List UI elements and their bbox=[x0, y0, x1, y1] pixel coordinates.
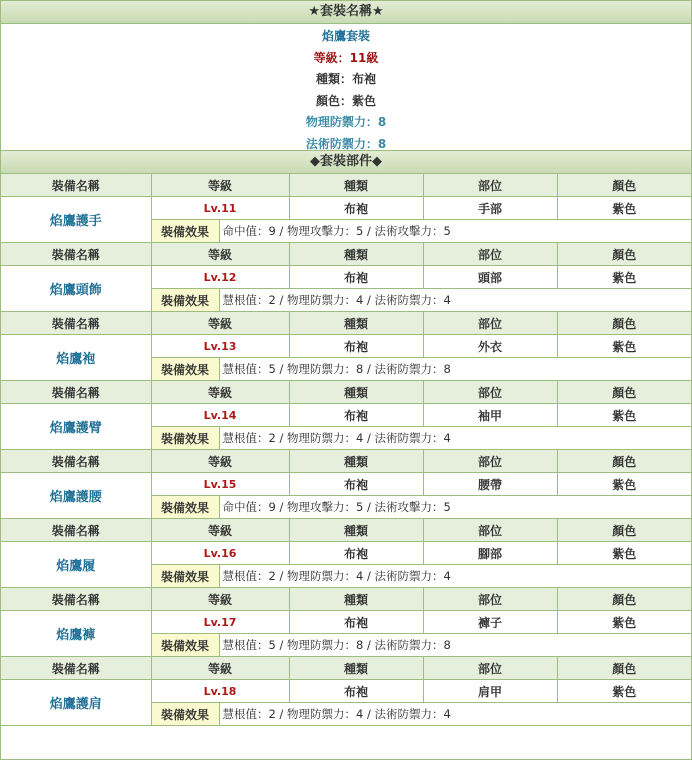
col-header-name: 裝備名稱 bbox=[1, 381, 151, 404]
effect-label: 裝備效果 bbox=[151, 358, 219, 381]
item-level: Lv.17 bbox=[151, 611, 289, 634]
effect-label: 裝備效果 bbox=[151, 565, 219, 588]
item-color: 紫色 bbox=[557, 197, 691, 220]
col-header-name: 裝備名稱 bbox=[1, 312, 151, 335]
col-header-slot: 部位 bbox=[423, 588, 557, 611]
item-effect: 慧根值：5 / 物理防禦力：8 / 法術防禦力：8 bbox=[219, 634, 691, 657]
item-row bbox=[1, 404, 691, 427]
item-type: 布袍 bbox=[289, 197, 423, 220]
item-name: 焰鷹袍 bbox=[1, 335, 151, 381]
col-header-slot: 部位 bbox=[423, 519, 557, 542]
item-slot: 肩甲 bbox=[423, 680, 557, 703]
col-header-color: 顏色 bbox=[557, 657, 691, 680]
col-header-level: 等級 bbox=[151, 381, 289, 404]
item-row bbox=[1, 266, 691, 289]
parts-table bbox=[1, 174, 691, 726]
item-color: 紫色 bbox=[557, 611, 691, 634]
item-level: Lv.15 bbox=[151, 473, 289, 496]
col-header-type: 種類 bbox=[289, 243, 423, 266]
item-color: 紫色 bbox=[557, 266, 691, 289]
item-effect: 慧根值：2 / 物理防禦力：4 / 法術防禦力：4 bbox=[219, 289, 691, 312]
item-type: 布袍 bbox=[289, 611, 423, 634]
col-header-level: 等級 bbox=[151, 657, 289, 680]
col-header-type: 種類 bbox=[289, 312, 423, 335]
col-header-name: 裝備名稱 bbox=[1, 588, 151, 611]
item-effect: 慧根值：5 / 物理防禦力：8 / 法術防禦力：8 bbox=[219, 358, 691, 381]
item-effect: 慧根值：2 / 物理防禦力：4 / 法術防禦力：4 bbox=[219, 565, 691, 588]
item-name: 焰鷹頭飾 bbox=[1, 266, 151, 312]
effect-label: 裝備效果 bbox=[151, 427, 219, 450]
item-slot: 腰帶 bbox=[423, 473, 557, 496]
item-level: Lv.16 bbox=[151, 542, 289, 565]
column-header-row bbox=[1, 519, 691, 542]
col-header-color: 顏色 bbox=[557, 174, 691, 197]
item-row bbox=[1, 680, 691, 703]
column-header-row bbox=[1, 588, 691, 611]
col-header-type: 種類 bbox=[289, 174, 423, 197]
set-name: 焰鷹套裝 bbox=[321, 29, 370, 43]
col-header-type: 種類 bbox=[289, 450, 423, 473]
col-header-slot: 部位 bbox=[423, 657, 557, 680]
col-header-type: 種類 bbox=[289, 519, 423, 542]
effect-label: 裝備效果 bbox=[151, 634, 219, 657]
effect-label: 裝備效果 bbox=[151, 289, 219, 312]
item-name: 焰鷹護臂 bbox=[1, 404, 151, 450]
item-color: 紫色 bbox=[557, 680, 691, 703]
col-header-color: 顏色 bbox=[557, 588, 691, 611]
item-slot: 腳部 bbox=[423, 542, 557, 565]
set-parts-header: ◆套裝部件◆ bbox=[1, 151, 691, 174]
item-slot: 外衣 bbox=[423, 335, 557, 358]
item-slot: 手部 bbox=[423, 197, 557, 220]
col-header-type: 種類 bbox=[289, 588, 423, 611]
item-effect: 命中值：9 / 物理攻擊力：5 / 法術攻擊力：5 bbox=[219, 220, 691, 243]
item-name: 焰鷹履 bbox=[1, 542, 151, 588]
col-header-slot: 部位 bbox=[423, 381, 557, 404]
item-effect: 命中值：9 / 物理攻擊力：5 / 法術攻擊力：5 bbox=[219, 496, 691, 519]
set-phys-def: 物理防禦力：8 bbox=[305, 115, 387, 129]
item-type: 布袍 bbox=[289, 542, 423, 565]
column-header-row bbox=[1, 243, 691, 266]
item-effect: 慧根值：2 / 物理防禦力：4 / 法術防禦力：4 bbox=[219, 703, 691, 726]
col-header-name: 裝備名稱 bbox=[1, 657, 151, 680]
col-header-name: 裝備名稱 bbox=[1, 519, 151, 542]
item-level: Lv.13 bbox=[151, 335, 289, 358]
effect-label: 裝備效果 bbox=[151, 220, 219, 243]
item-color: 紫色 bbox=[557, 542, 691, 565]
item-name: 焰鷹褲 bbox=[1, 611, 151, 657]
item-row bbox=[1, 335, 691, 358]
set-type: 種類：布袍 bbox=[315, 72, 376, 86]
set-summary bbox=[1, 24, 691, 151]
col-header-type: 種類 bbox=[289, 657, 423, 680]
effect-label: 裝備效果 bbox=[151, 496, 219, 519]
col-header-level: 等級 bbox=[151, 588, 289, 611]
item-slot: 袖甲 bbox=[423, 404, 557, 427]
col-header-color: 顏色 bbox=[557, 519, 691, 542]
item-type: 布袍 bbox=[289, 473, 423, 496]
item-level: Lv.12 bbox=[151, 266, 289, 289]
col-header-color: 顏色 bbox=[557, 381, 691, 404]
column-header-row bbox=[1, 174, 691, 197]
col-header-type: 種類 bbox=[289, 381, 423, 404]
item-slot: 褲子 bbox=[423, 611, 557, 634]
item-name: 焰鷹護手 bbox=[1, 197, 151, 243]
col-header-level: 等級 bbox=[151, 519, 289, 542]
set-magic-def: 法術防禦力：8 bbox=[305, 136, 387, 151]
item-level: Lv.11 bbox=[151, 197, 289, 220]
item-effect: 慧根值：2 / 物理防禦力：4 / 法術防禦力：4 bbox=[219, 427, 691, 450]
item-row bbox=[1, 473, 691, 496]
col-header-slot: 部位 bbox=[423, 312, 557, 335]
item-type: 布袍 bbox=[289, 266, 423, 289]
col-header-level: 等級 bbox=[151, 450, 289, 473]
item-type: 布袍 bbox=[289, 680, 423, 703]
col-header-color: 顏色 bbox=[557, 243, 691, 266]
column-header-row bbox=[1, 450, 691, 473]
col-header-name: 裝備名稱 bbox=[1, 450, 151, 473]
col-header-name: 裝備名稱 bbox=[1, 174, 151, 197]
column-header-row bbox=[1, 381, 691, 404]
col-header-slot: 部位 bbox=[423, 174, 557, 197]
item-type: 布袍 bbox=[289, 335, 423, 358]
col-header-level: 等級 bbox=[151, 312, 289, 335]
col-header-slot: 部位 bbox=[423, 450, 557, 473]
col-header-slot: 部位 bbox=[423, 243, 557, 266]
set-color: 顏色：紫色 bbox=[315, 93, 376, 108]
col-header-level: 等級 bbox=[151, 174, 289, 197]
effect-label: 裝備效果 bbox=[151, 703, 219, 726]
item-name: 焰鷹護肩 bbox=[1, 680, 151, 726]
item-slot: 頭部 bbox=[423, 266, 557, 289]
item-type: 布袍 bbox=[289, 404, 423, 427]
item-level: Lv.14 bbox=[151, 404, 289, 427]
item-row bbox=[1, 197, 691, 220]
item-color: 紫色 bbox=[557, 335, 691, 358]
item-name: 焰鷹護腰 bbox=[1, 473, 151, 519]
col-header-color: 顏色 bbox=[557, 450, 691, 473]
set-level: 等級：11級 bbox=[313, 50, 379, 65]
col-header-level: 等級 bbox=[151, 243, 289, 266]
column-header-row bbox=[1, 657, 691, 680]
col-header-name: 裝備名稱 bbox=[1, 243, 151, 266]
item-row bbox=[1, 542, 691, 565]
item-color: 紫色 bbox=[557, 473, 691, 496]
item-row bbox=[1, 611, 691, 634]
column-header-row bbox=[1, 312, 691, 335]
item-level: Lv.18 bbox=[151, 680, 289, 703]
item-color: 紫色 bbox=[557, 404, 691, 427]
col-header-color: 顏色 bbox=[557, 312, 691, 335]
set-name-header: ★套裝名稱★ bbox=[1, 1, 691, 24]
